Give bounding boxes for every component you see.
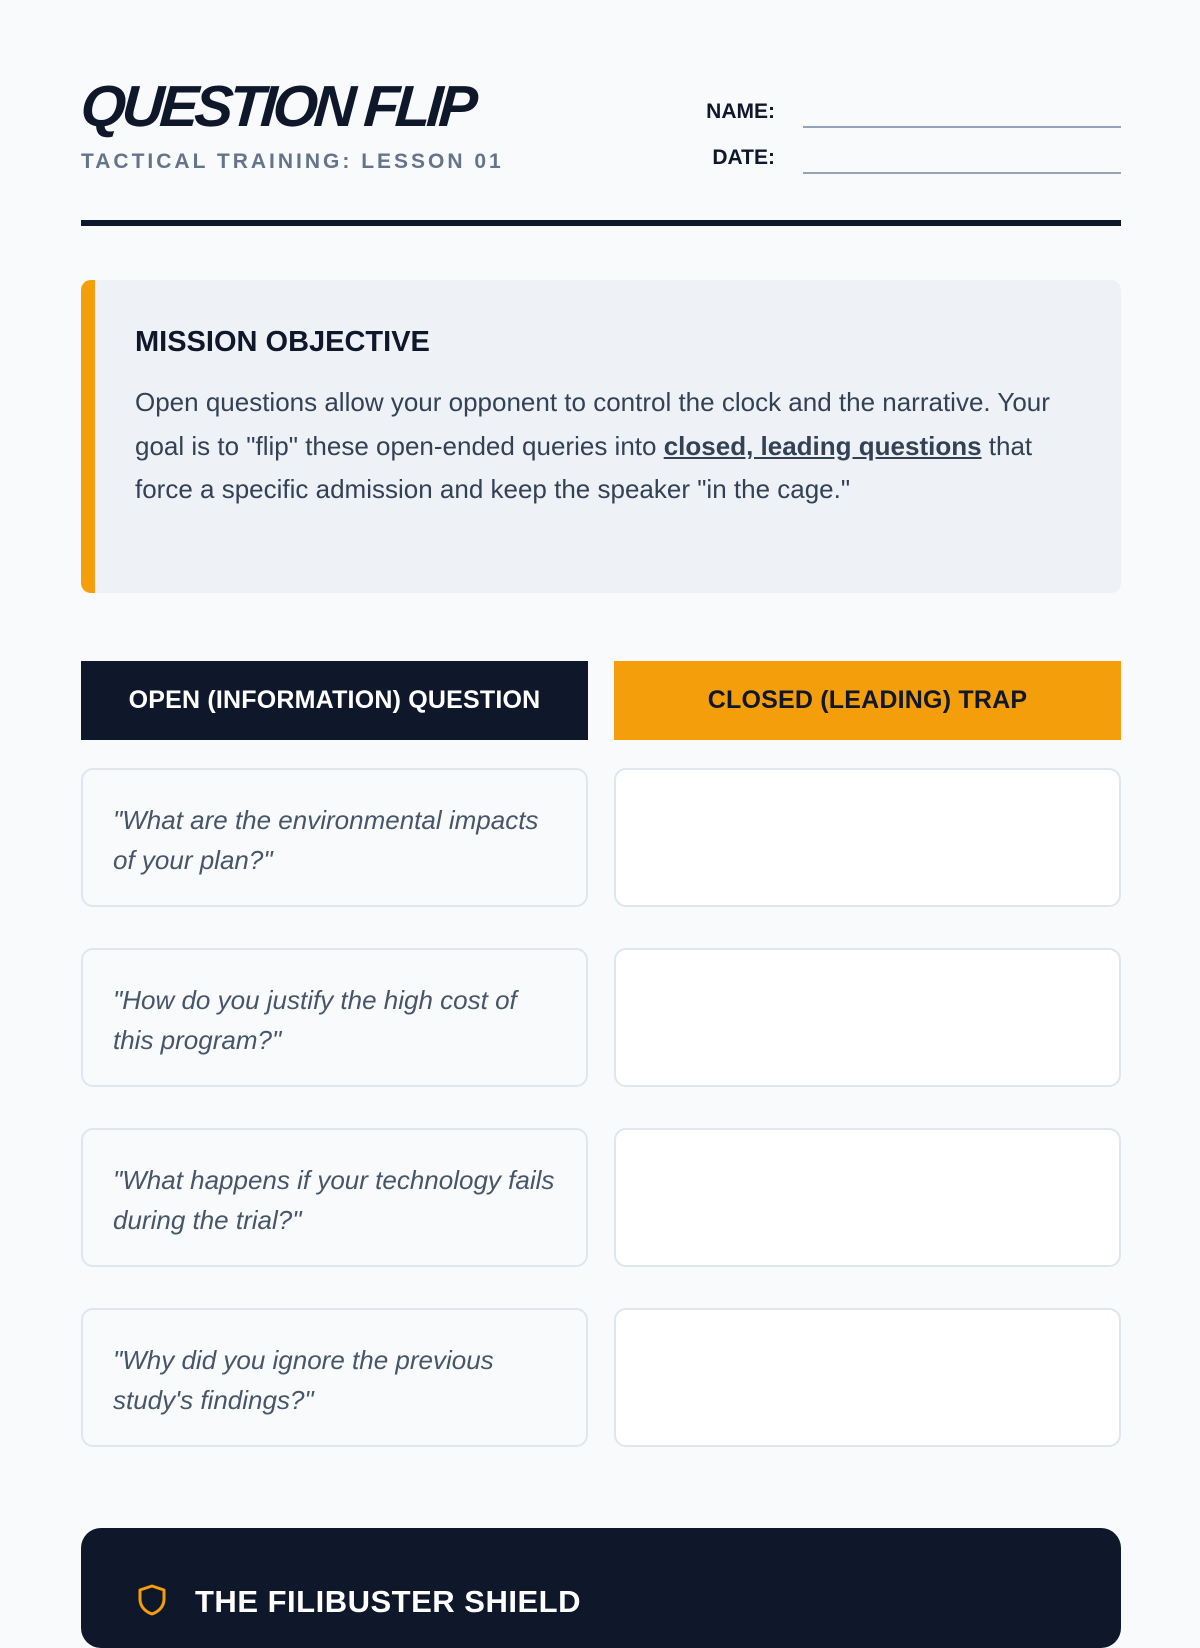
header-divider [81,220,1121,226]
closed-trap-answer-box[interactable] [614,1308,1121,1447]
mission-title: MISSION OBJECTIVE [135,326,430,358]
brand [78,74,504,174]
name-row [681,82,1121,128]
open-question-text: "How do you justify the high cost of this program?" [113,985,517,1055]
section-title: THE FILIBUSTER SHIELD [195,1584,581,1619]
closed-trap-answer-box[interactable] [614,768,1121,907]
worksheet [78,0,1121,1619]
student-fields [681,82,1121,174]
open-question-header: OPEN (INFORMATION) QUESTION [81,661,588,740]
mission-body-start: Open questions allow your opponent to control the clock and the narrative. Your goal is to "flip" these open-ended queries into [135,387,1050,461]
open-question-card [81,1308,588,1447]
page-title: QUESTION FLIP [78,74,476,139]
shield-icon [137,1584,167,1616]
filibuster-shield-section [81,1528,1121,1648]
header [78,0,1121,230]
closed-trap-answer-box[interactable] [614,948,1121,1087]
closed-trap-answer-box[interactable] [614,1128,1121,1267]
date-label: DATE: [712,146,775,169]
open-question-card [81,948,588,1087]
open-question-text: "What are the environmental impacts of your plan?" [113,805,539,875]
date-field[interactable] [803,142,1121,174]
open-question-card [81,1128,588,1267]
page-subtitle: TACTICAL TRAINING: LESSON 01 [81,150,504,173]
closed-trap-header: CLOSED (LEADING) TRAP [614,661,1121,740]
name-field[interactable] [803,96,1121,128]
mission-highlight: closed, leading questions [663,430,982,461]
open-question-text: "What happens if your technology fails during the trial?" [113,1165,555,1235]
name-label: NAME: [706,100,775,123]
mission-body [135,381,1081,512]
mission-body-end: that force a specific admission and keep the speaker "in the cage." [135,430,1033,504]
date-row [681,128,1121,174]
open-question-text: "Why did you ignore the previous study's findings?" [113,1345,494,1415]
mission-objective-box [81,280,1121,593]
open-question-card [81,768,588,907]
